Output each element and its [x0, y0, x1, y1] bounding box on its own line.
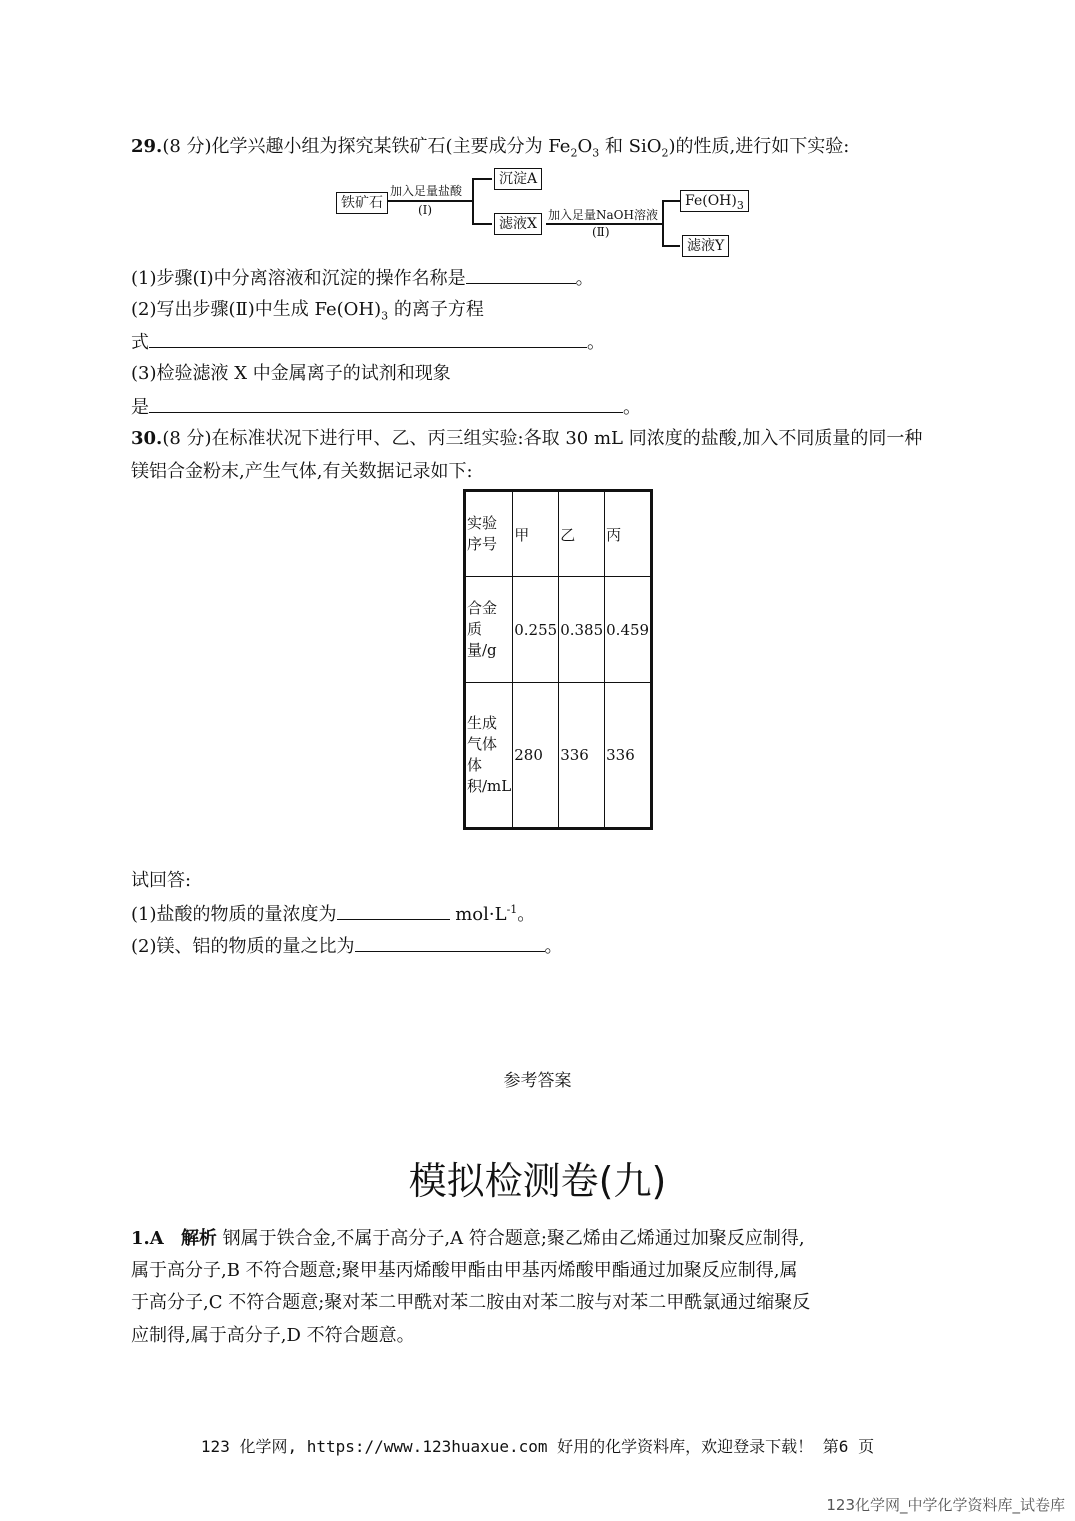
q29-part3: (3)检验滤液 X 中金属离子的试剂和现象 [131, 363, 451, 384]
q29-part2: (2)写出步骤(Ⅱ)中生成 $Fe(OH)_3$ 的离子方程 [131, 299, 484, 323]
table-cell: 336 [559, 683, 605, 829]
table-cell: 0.255 [513, 577, 559, 683]
arrow-to-precipitate [472, 178, 492, 180]
feoh3-box: $Fe(OH)_3$ [680, 190, 749, 212]
row-label: 合金质量/g [465, 577, 513, 683]
table-header-cell: 实验序号 [465, 491, 513, 577]
q30-part2: (2)镁、铝的物质的量之比为 。 [131, 933, 563, 960]
connector [388, 200, 472, 202]
exam-title: 模拟检测卷(九) [408, 1159, 667, 1203]
table-cell: 0.385 [559, 577, 605, 683]
connector [662, 200, 664, 246]
q29-part3-line2: 是 。 [131, 394, 641, 421]
answer-blank[interactable] [355, 933, 545, 952]
table-cell: 0.459 [605, 577, 652, 683]
watermark: 123化学网_中学化学资料库_试卷库 [826, 1496, 1065, 1514]
table-header-cell: 丙 [605, 491, 652, 577]
step2-label: 加入足量NaOH溶液 [548, 208, 658, 222]
answer-blank[interactable] [337, 901, 450, 920]
q29-part2-line2: 式 。 [131, 329, 605, 356]
answer1-line1: 1.A 解析 钢属于铁合金,不属于高分子,A 符合题意;聚乙烯由乙烯通过加聚反应制得, [131, 1228, 805, 1249]
q29-number: 29. [131, 136, 163, 157]
step2-number: (Ⅱ) [592, 225, 610, 239]
arrow-to-filtrate-y [662, 245, 680, 247]
ore-box: 铁矿石 [336, 192, 388, 214]
table-cell: 280 [513, 683, 559, 829]
precipitate-a-box: 沉淀A [494, 168, 542, 190]
answer1-line2: 属于高分子,B 不符合题意;聚甲基丙烯酸甲酯由甲基丙烯酸甲酯通过加聚反应制得,属 [131, 1260, 798, 1281]
answer1-line3: 于高分子,C 不符合题意;聚对苯二甲酰对苯二胺由对苯二胺与对苯二甲酰氯通过缩聚反 [131, 1292, 811, 1313]
table-header-cell: 乙 [559, 491, 605, 577]
q30-number: 30. [131, 428, 163, 449]
row-label: 生成气体体积/mL [465, 683, 513, 829]
table-header-cell: 甲 [513, 491, 559, 577]
answer-blank[interactable] [149, 394, 623, 413]
table-header-row [465, 491, 652, 577]
table-row [465, 577, 652, 683]
q30-stem-line2: 镁铝合金粉末,产生气体,有关数据记录如下: [131, 461, 473, 482]
arrow-to-feoh3 [662, 200, 680, 202]
q29-part1: (1)步骤(Ⅰ)中分离溶液和沉淀的操作名称是 。 [131, 265, 594, 292]
answer-blank[interactable] [149, 329, 587, 348]
connector [472, 178, 474, 224]
table-cell: 336 [605, 683, 652, 829]
page-footer: 123 化学网, https://www.123huaxue.com 好用的化学资料库，欢迎登录下载！ 第6 页 [200, 1437, 875, 1456]
answer-blank[interactable] [466, 265, 576, 284]
filtrate-y-box: 滤液Y [682, 235, 729, 257]
analysis-tag: 解析 [180, 1228, 217, 1249]
q29-stem: 29.(8 分)化学兴趣小组为探究某铁矿石(主要成分为 $Fe_2O_3$ 和 SiO$_2$)的性质,进行如下实验: [131, 136, 850, 160]
q30-stem-line1: 30.(8 分)在标准状况下进行甲、乙、丙三组实验:各取 30 mL 同浓度的盐酸,加入不同质量的同一种 [131, 428, 923, 449]
table-row [465, 683, 652, 829]
filtrate-x-box: 滤液X [494, 213, 542, 235]
answer1-number: 1.A [131, 1228, 164, 1249]
arrow-to-filtrate-x [472, 223, 492, 225]
q30-part1: (1)盐酸的物质的量浓度为 $mol\cdot L^{-1}$。 [131, 903, 536, 925]
q30-ask: 试回答: [131, 870, 192, 891]
answers-heading: 参考答案 [503, 1071, 572, 1091]
step1-number: (Ⅰ) [418, 203, 433, 217]
connector [546, 223, 662, 225]
step1-label: 加入足量盐酸 [390, 184, 463, 198]
answer1-line4: 应制得,属于高分子,D 不符合题意。 [131, 1325, 415, 1346]
experiment-data-table [463, 489, 653, 830]
